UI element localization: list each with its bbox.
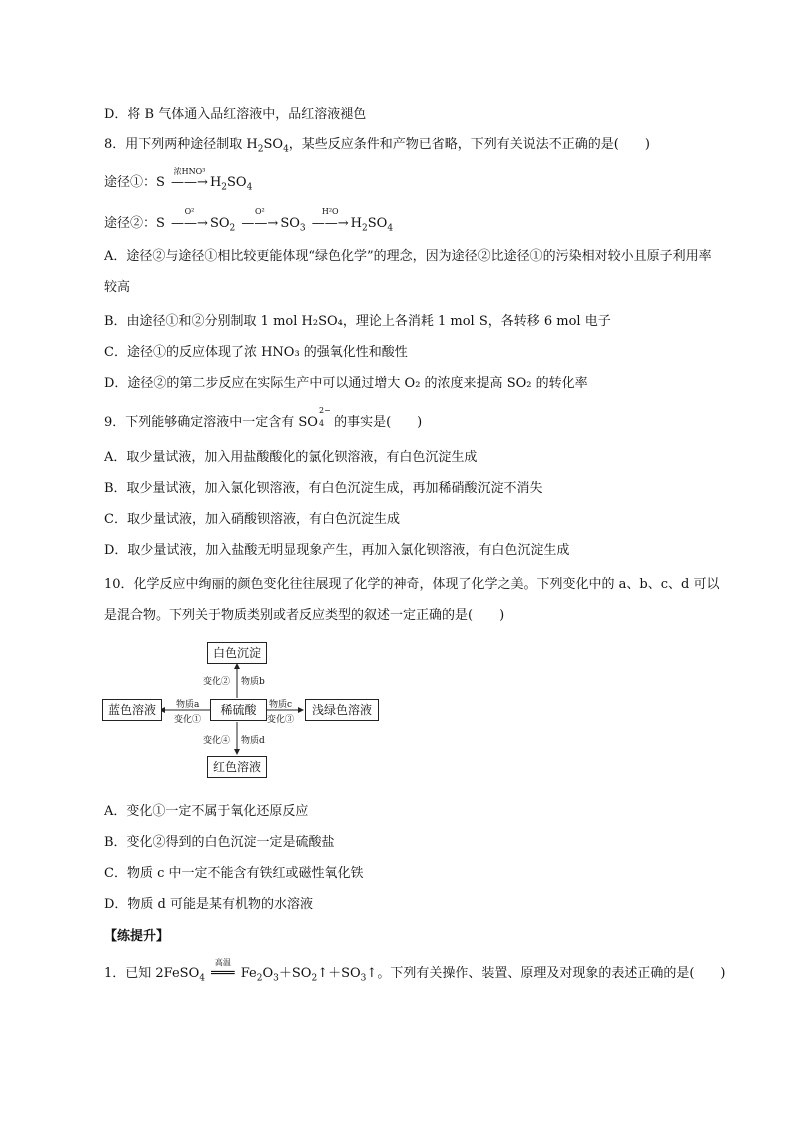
q8-route1-label: 途径①：S bbox=[104, 175, 165, 190]
p1-stem-post: ( ) bbox=[689, 966, 726, 981]
q10-option-b: B．变化②得到的白色沉淀一定是硫酸盐 bbox=[104, 835, 335, 850]
label-substance-b: 物质b bbox=[241, 677, 265, 687]
reaction-arrow: O² ——→ bbox=[171, 207, 208, 231]
label-change-2: 变化② bbox=[203, 677, 231, 687]
q10-option-a: A．变化①一定不属于氧化还原反应 bbox=[104, 804, 309, 819]
label-change-1: 变化① bbox=[174, 715, 202, 725]
p1-products-tail: 。下列有关操作、装置、原理及对现象的表述正确的是 bbox=[377, 966, 690, 981]
diagram-bottom-box: 红色溶液 bbox=[207, 756, 267, 778]
q10-option-d: D．物质 d 可能是某有机物的水溶液 bbox=[104, 897, 314, 912]
q9-option-c: C．取少量试液，加入硝酸钡溶液，有白色沉淀生成 bbox=[104, 512, 400, 527]
reaction-arrow: H²O ——→ bbox=[311, 207, 349, 231]
diagram-left-box: 蓝色溶液 bbox=[102, 699, 162, 721]
diagram-top-box: 白色沉淀 bbox=[207, 642, 267, 664]
q8-option-d: D．途径②的第二步反应在实际生产中可以通过增大 O₂ 的浓度来提高 SO₂ 的转化率 bbox=[104, 376, 588, 391]
diagram-right-box: 浅绿色溶液 bbox=[305, 699, 379, 721]
q10-stem: 10．化学反应中绚丽的颜色变化往往展现了化学的神奇，体现了化学之美。下列变化中的 a、b、c、d 可以是混合物。下列关于物质类别或者反应类型的叙述一定正确的是( ) bbox=[104, 577, 720, 623]
reaction-arrow: O² ——→ bbox=[241, 207, 279, 231]
p1-stem-pre: 1．已知 2FeSO bbox=[104, 966, 200, 981]
reaction-diagram bbox=[100, 636, 390, 778]
section-title: 【练提升】 bbox=[104, 929, 170, 944]
label-change-4: 变化④ bbox=[203, 736, 231, 746]
q9-option-d: D．取少量试液，加入盐酸无明显现象产生，再加入氯化钡溶液，有白色沉淀生成 bbox=[104, 543, 570, 558]
label-substance-d: 物质d bbox=[241, 736, 265, 746]
q8-option-b: B．由途径①和②分别制取 1 mol H₂SO₄，理论上各消耗 1 mol S，各转移 6 mol 电子 bbox=[104, 314, 611, 329]
diagram-center-box: 稀硫酸 bbox=[210, 699, 267, 721]
reaction-equals: 高温 ═══ bbox=[211, 958, 235, 981]
q8-route2-reagent1: O² bbox=[184, 207, 195, 216]
label-substance-a: 物质a bbox=[176, 700, 200, 710]
q9-stem: 9．下列能够确定溶液中一定含有 SO 2− 4 的事实是( ) bbox=[104, 406, 423, 430]
label-substance-c: 物质c bbox=[269, 700, 293, 710]
q8-stem: 8．用下列两种途径制取 $H_2SO_4$，某些反应条件和产物已省略，下列有关说法不正确的是( ) bbox=[104, 137, 650, 155]
q8-stem-pre: 8．用下列两种途径制取 H bbox=[104, 137, 258, 152]
q10-option-c: C．物质 c 中一定不能含有铁红或磁性氧化铁 bbox=[104, 866, 364, 881]
q8-route2-label: 途径②：S bbox=[104, 216, 165, 231]
q9-stem-post: 的事实是( ) bbox=[329, 415, 423, 430]
q9-option-a: A．取少量试液，加入用盐酸酸化的氯化钡溶液，有白色沉淀生成 bbox=[104, 450, 478, 465]
p1-stem: 1．已知 2FeSO$_4$ 高温 ═══ $Fe_2O_3+SO_2↑+SO_3↑$。下列有关操作、装置、原理及对现象的表述正确的是( ) bbox=[104, 958, 726, 984]
q8-route1: 途径①：S 浓HNO³ ——→ $H_2SO_4$ bbox=[104, 167, 253, 193]
q8-option-c: C．途径①的反应体现了浓 HNO₃ 的强氧化性和酸性 bbox=[104, 345, 408, 360]
q8-route1-reagent: 浓HNO³ bbox=[173, 167, 206, 176]
p1-condition: 高温 bbox=[214, 958, 231, 967]
q8-route2-reagent2: O² bbox=[254, 207, 265, 216]
q7-option-d: D．将 B 气体通入品红溶液中，品红溶液褪色 bbox=[104, 107, 367, 122]
q8-option-a: A．途径②与途径①相比较更能体现“绿色化学”的理念，因为途径②比途径①的污染相对较小且原子利用率较高 bbox=[104, 249, 712, 295]
q9-option-b: B．取少量试液，加入氯化钡溶液，有白色沉淀生成，再加稀硝酸沉淀不消失 bbox=[104, 481, 543, 496]
q9-stem-pre: 9．下列能够确定溶液中一定含有 SO bbox=[104, 415, 318, 430]
reaction-arrow: 浓HNO³ ——→ bbox=[171, 167, 208, 190]
label-change-3: 变化③ bbox=[267, 715, 295, 725]
q8-route2-reagent3: H²O bbox=[321, 207, 339, 216]
q8-stem-post: ，某些反应条件和产物已省略，下列有关说法不正确的是( ) bbox=[288, 137, 650, 152]
q8-route2: 途径②：S O² ——→ $SO_2$ O² ——→ $SO_3$ H²O ——→ $H_2SO_4$ bbox=[104, 207, 394, 234]
